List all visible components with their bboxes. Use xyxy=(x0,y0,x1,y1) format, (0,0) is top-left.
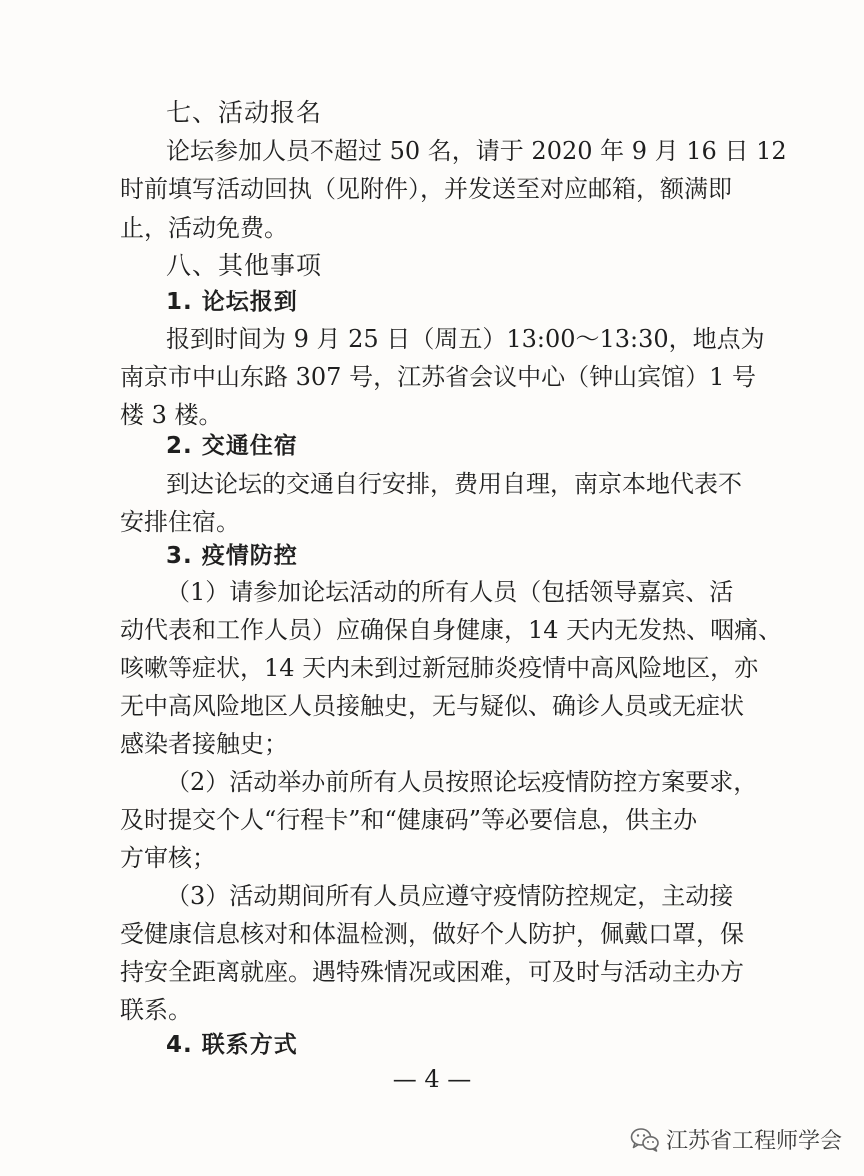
watermark-text: 江苏省工程师学会 xyxy=(665,1129,842,1154)
item-3-line-12: 联系。 xyxy=(120,996,192,1024)
item-3-line-7: 及时提交个人“行程卡”和“健康码”等必要信息，供主办 xyxy=(120,806,698,834)
item-3-line-4: 无中高风险地区人员接触史，无与疑似、确诊人员或无症状 xyxy=(120,692,744,720)
source-watermark xyxy=(630,1124,842,1155)
item-3-line-2: 动代表和工作人员）应确保自身健康，14 天内无发热、咽痛、 xyxy=(120,616,783,644)
item-3-line-9: （3）活动期间所有人员应遵守疫情防控规定，主动接 xyxy=(166,882,734,910)
item-3-line-3: 咳嗽等症状，14 天内未到过新冠肺炎疫情中高风险地区，亦 xyxy=(120,654,759,682)
item-1-line-3: 楼 3 楼。 xyxy=(120,401,223,429)
item-3-title: 3. 疫情防控 xyxy=(166,543,298,569)
item-3-line-11: 持安全距离就座。遇特殊情况或困难，可及时与活动主办方 xyxy=(120,958,744,986)
wechat-icon xyxy=(630,1127,660,1153)
item-3-line-8: 方审核； xyxy=(120,844,216,872)
item-2-line-1: 到达论坛的交通自行安排，费用自理，南京本地代表不 xyxy=(166,470,742,498)
section-7-line-2: 时前填写活动回执（见附件），并发送至对应邮箱，额满即 xyxy=(120,175,732,203)
item-1-line-1: 报到时间为 9 月 25 日（周五）13:00～13:30，地点为 xyxy=(166,325,765,353)
item-3-line-1: （1）请参加论坛活动的所有人员（包括领导嘉宾、活 xyxy=(166,578,734,606)
item-2-line-2: 安排住宿。 xyxy=(120,508,240,536)
item-3-line-6: （2）活动举办前所有人员按照论坛疫情防控方案要求， xyxy=(166,768,758,796)
item-1-title: 1. 论坛报到 xyxy=(166,289,298,315)
section-7-line-3: 止，活动免费。 xyxy=(120,214,288,242)
section-8-heading: 八、其他事项 xyxy=(166,251,323,280)
page-number: — 4 — xyxy=(392,1065,472,1093)
item-4-title: 4. 联系方式 xyxy=(166,1032,298,1058)
item-1-line-2: 南京市中山东路 307 号，江苏省会议中心（钟山宾馆）1 号 xyxy=(120,363,756,391)
item-3-line-5: 感染者接触史； xyxy=(120,730,288,758)
section-7-heading: 七、活动报名 xyxy=(166,98,323,127)
item-2-title: 2. 交通住宿 xyxy=(166,433,298,459)
item-3-line-10: 受健康信息核对和体温检测，做好个人防护，佩戴口罩，保 xyxy=(120,920,744,948)
section-7-line-1: 论坛参加人员不超过 50 名，请于 2020 年 9 月 16 日 12 xyxy=(166,137,787,165)
